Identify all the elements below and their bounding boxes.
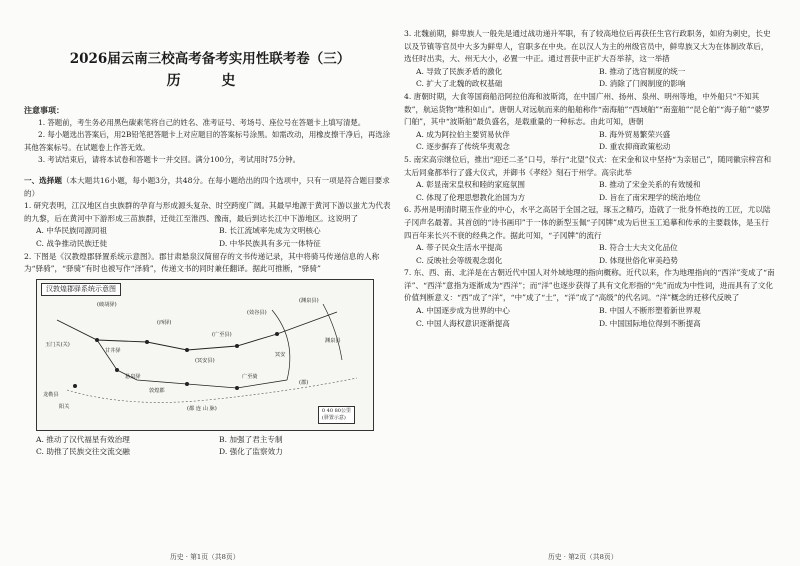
option-d: D. 旨在了南宋理学的统治地位 — [599, 192, 701, 202]
option-b: B. 推动了选官制度的统一 — [599, 66, 686, 76]
section-header: 一、选择题（本大题共16小题，每小题3分，共48分。在每小题给出的四个选项中，只有一项是符合题目要求的） — [24, 175, 390, 198]
option-a: A. 中国逐步成为世界的中心 — [416, 306, 510, 316]
map-label: 龙勒县 — [43, 391, 59, 398]
option-d: D. 强化了监察效力 — [219, 447, 283, 457]
question-2-options — [24, 434, 396, 459]
page-footer-right: 历史 · 第2页（共8页） — [548, 553, 618, 561]
map-label: (冥安县) — [195, 357, 215, 364]
dunhuang-post-map — [36, 279, 374, 431]
note-2: 2. 每小题选出答案后，用2B铅笔把答题卡上对应题目的答案标号涂黑。如需改动，用橡皮擦干净后，再选涂其他答案标号。在试题卷上作答无效。 — [24, 130, 391, 152]
option-a: A. 导致了民族矛盾的激化 — [416, 66, 503, 76]
map-label: 悬泉驿 — [125, 373, 141, 380]
question-5-options — [404, 179, 776, 204]
left-column — [24, 28, 396, 459]
map-label: (渊泉县) — [299, 297, 319, 304]
option-d: D. 中华民族具有多元一体特征 — [219, 238, 321, 248]
question-7: 7. 东、西、南、北洋是在古朝近代中国人对外域地理的指向概称。近代以来，作为地理指向的“西洋”变成了“南洋”、“西洋”意指为逐渐成为“西洋”；而“洋”也逐步获得了具有文化形指的“先”而成为中性词，进而具有了文化价值判断意义：“西”成了“洋”，“中”成了“土”，“洋”成了“高级”的代名词。“洋”概念的迁移代反映了 — [404, 268, 775, 303]
map-label: (西驿) — [157, 319, 172, 326]
question-3: 3. 北魏前期，鲜卑族人一般先是通过战功递升军职，有了较高地位后再获任生官行政职务，如府为刺史，长史以及节镇等官员中大多为鲜卑人，官职多在中央。在以汉人为主的州级官员中，鲜卑族又大为在体制改革后，选任时出卖，大、州无大小，必置一中正。通过晋获中正扩大吾举荐，这一举措 — [404, 29, 771, 64]
option-a: A. 推动了汉代福星有效治理 — [36, 434, 130, 444]
map-scale: 0 40 80公里 (驿置示意) — [318, 406, 355, 424]
exam-title: 2026届云南三校高考备考实用性联考卷（三） — [69, 51, 351, 67]
option-b: B. 海外贸易繁荣兴盛 — [599, 129, 671, 139]
option-c: C. 助推了民族交往交流交融 — [36, 447, 130, 457]
question-4: 4. 唐朝时期，大食等国商船沿阿拉伯海和波斯湾，在中国广州、扬州、泉州、明州等地，中外船只“不知其数”，航运货物“堆积如山”。唐朝人对远航而来的船舶称作“南海舶”“西域舶”“南蛮舶”“昆仑舶”“海子舶”“婆罗门舶”，其中“波斯舶”最负盛名，是载重量的一种标志。由此可知，唐朝 — [404, 91, 770, 127]
question-4-options — [404, 129, 776, 154]
question-1-options — [24, 225, 396, 250]
option-b: B. 推动了宋金关系的有效缓和 — [599, 180, 701, 190]
option-c: C. 中国人海权意识逐渐提高 — [416, 318, 510, 328]
option-b: B. 加强了君主专制 — [219, 434, 283, 444]
map-label: (郡) — [299, 379, 309, 386]
page-footer-left: 历史 · 第1页（共8页） — [170, 553, 240, 561]
option-c: C. 逐步摒弃了传统华夷观念 — [416, 142, 510, 152]
map-label: 渊泉县 — [325, 337, 341, 344]
exam-subject: 历 史 — [166, 73, 254, 89]
option-a: A. 成为阿拉伯主要贸易伙伴 — [416, 129, 510, 139]
option-c: C. 扩大了北魏的政权基础 — [416, 79, 503, 89]
option-a: A. 彰显南宋皇权和睦的家庭氛围 — [416, 180, 526, 190]
option-b: B. 符合士大夫文化品位 — [599, 243, 678, 253]
option-d: D. 中国国际地位得到不断提高 — [599, 318, 701, 328]
option-b: B. 长江流域率先成为文明核心 — [219, 226, 321, 236]
option-c: C. 体现了伦理思想教化治国为方 — [416, 192, 526, 202]
map-label: 敦煌郡 — [149, 387, 165, 394]
map-label: 甘井驿 — [105, 347, 121, 354]
note-1: 1. 答题前，考生务必用黑色碳素笔将自己的姓名、准考证号、考场号、座位号在答题卡上填写清楚。 — [38, 117, 366, 127]
map-label: (都 连 山 脉) — [187, 405, 217, 412]
option-a: A. 带子民众生活水平提高 — [416, 243, 503, 253]
map-label: 冥安 — [275, 351, 286, 358]
option-c: C. 反映社会等级观念弱化 — [416, 255, 503, 265]
question-3-options — [404, 66, 776, 91]
map-label: 玉门关(关) — [45, 341, 70, 348]
map-label: 阳关 — [59, 403, 70, 410]
right-column — [404, 28, 776, 330]
map-label: (广至县) — [212, 331, 232, 338]
map-label: (效谷县) — [247, 309, 267, 316]
option-c: C. 战争推动民族迁徙 — [36, 238, 108, 248]
option-d: D. 体现世俗化审美趋势 — [599, 255, 678, 265]
map-label: (破胡驿) — [97, 301, 117, 308]
map-title: 汉敦煌郡驿系统示意图 — [41, 283, 121, 296]
question-6: 6. 苏州是明清时期玉作业的中心，水平之高居于全国之冠，琢玉之精巧，造就了一批身怀绝技的工匠，尤以陆子冈声名最著。其首创的“诗书画印”于一体的新型玉佩“子冈牌”成为后世玉工追摹和传承的主要载体，是玉行四百年来长兴不衰的经典之作。据此可知，“子冈牌”的流行 — [404, 205, 771, 240]
note-3: 3. 考试结束后，请将本试卷和答题卡一并交回。满分100分，考试用时75分钟。 — [38, 155, 301, 165]
notes-heading: 注意事项： — [24, 105, 64, 115]
question-6-options — [404, 242, 776, 267]
option-a: A. 中华民族同源同祖 — [36, 226, 108, 236]
question-7-options — [404, 305, 776, 330]
option-b: B. 中国人不断形塑着新世界观 — [599, 306, 701, 316]
question-1: 1. 研究表明，江汉地区自虫族群的孕育与形成源头复杂、时空跨度广阔。其最早地源于黄河下游以蚩尤为代表的九黎，后在黄河中下游形成三苗族群，迁徙江至淮西、豫南，最后到达长江中下游地区。这说明了 — [24, 201, 391, 223]
map-label: 广至骑 — [242, 373, 258, 380]
option-d: D. 重农抑商政策松动 — [599, 142, 671, 152]
option-d: D. 消除了门阀制度的影响 — [599, 79, 686, 89]
question-2: 2. 下图是《汉教煌郡驿置系统示意图》。郡甘肃悬泉汉简留存的文书传递记录，其中将骑马传递信息的人称为“驿骑”，“驿骑”有时也被写作“泽骑”，传递文书的同时兼任翻译。据此可推断，“驿骑” — [24, 251, 380, 274]
question-5: 5. 南宋高宗继位后，推出“迎还二圣”口号，举行“北望”仪式：在宋金和议中坚持“为亲屈己”，随同徽宗梓宫和太后同龛都举行了盛大仪式，并御书《孝经》刻石于州学。高宗此举 — [404, 154, 772, 177]
